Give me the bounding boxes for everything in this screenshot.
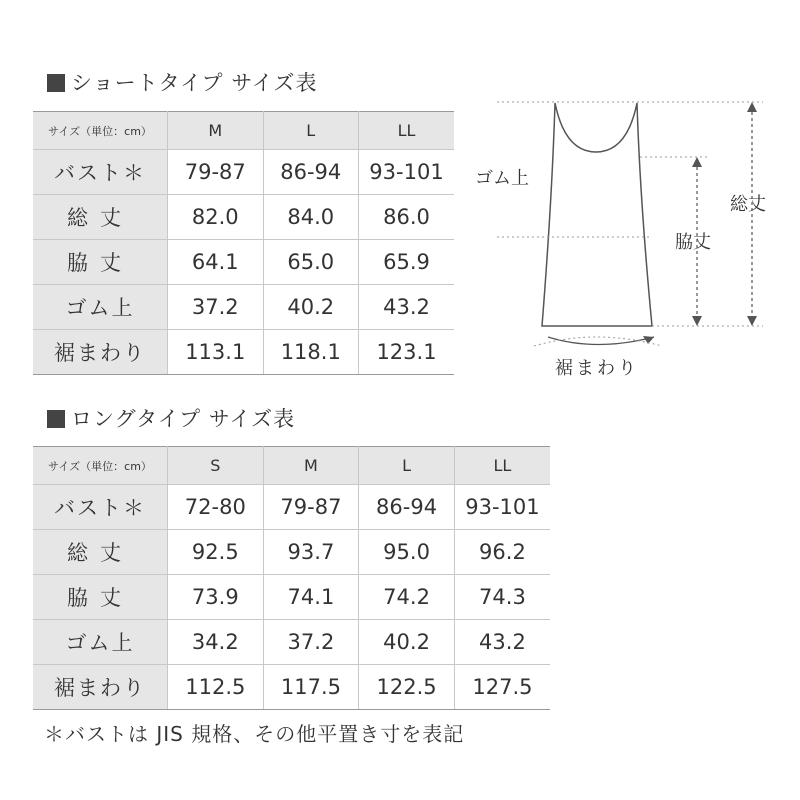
table-cell: 84.0 bbox=[263, 195, 359, 240]
table-cell: 65.0 bbox=[263, 240, 359, 285]
table-cell: 96.2 bbox=[454, 530, 550, 575]
table-cell: 95.0 bbox=[359, 530, 455, 575]
table-cell: 93.7 bbox=[263, 530, 359, 575]
row-label-total-length: 総丈 bbox=[33, 530, 168, 575]
tank-top-outline bbox=[542, 103, 652, 326]
table-cell: 82.0 bbox=[168, 195, 264, 240]
table-cell: 34.2 bbox=[168, 620, 264, 665]
table-cell: 74.3 bbox=[454, 575, 550, 620]
table-cell: 117.5 bbox=[263, 665, 359, 710]
table-cell: 74.1 bbox=[263, 575, 359, 620]
table-cell: 112.5 bbox=[168, 665, 264, 710]
long-size-chart-title bbox=[47, 406, 295, 432]
table-cell: 37.2 bbox=[168, 285, 264, 330]
row-label-rubber-top: ゴム上 bbox=[33, 620, 168, 665]
table-cell: 72-80 bbox=[168, 485, 264, 530]
short-size-header: M bbox=[168, 112, 264, 150]
table-cell: 43.2 bbox=[359, 285, 455, 330]
long-size-header: L bbox=[359, 447, 455, 485]
table-cell: 122.5 bbox=[359, 665, 455, 710]
table-row bbox=[33, 530, 550, 575]
long-size-table bbox=[33, 446, 550, 710]
table-cell: 73.9 bbox=[168, 575, 264, 620]
long-corner-header: サイズ（単位：cm） bbox=[33, 447, 168, 485]
row-label-side-length: 脇丈 bbox=[33, 240, 168, 285]
short-corner-header: サイズ（単位：cm） bbox=[33, 112, 168, 150]
table-cell: 40.2 bbox=[359, 620, 455, 665]
row-label-bust: バスト＊ bbox=[33, 485, 168, 530]
table-cell: 64.1 bbox=[168, 240, 264, 285]
table-cell: 65.9 bbox=[359, 240, 455, 285]
table-row bbox=[33, 575, 550, 620]
table-cell: 79-87 bbox=[168, 150, 264, 195]
table-cell: 127.5 bbox=[454, 665, 550, 710]
table-cell: 40.2 bbox=[263, 285, 359, 330]
row-label-rubber-top: ゴム上 bbox=[33, 285, 168, 330]
label-total-length: 総丈 bbox=[730, 194, 766, 215]
footnote: ＊バストは JIS 規格、その他平置き寸を表記 bbox=[44, 722, 465, 746]
table-row bbox=[33, 665, 550, 710]
row-label-bust: バスト＊ bbox=[33, 150, 168, 195]
square-bullet-icon bbox=[47, 410, 65, 428]
long-header-row bbox=[33, 447, 550, 485]
table-row bbox=[33, 485, 550, 530]
table-cell: 92.5 bbox=[168, 530, 264, 575]
table-cell: 86-94 bbox=[263, 150, 359, 195]
row-label-hem-circumference: 裾まわり bbox=[33, 330, 168, 375]
table-cell: 93-101 bbox=[454, 485, 550, 530]
long-size-header: LL bbox=[454, 447, 550, 485]
label-hem-circumference: 裾まわり bbox=[555, 358, 639, 379]
table-cell: 86-94 bbox=[359, 485, 455, 530]
row-label-hem-circumference: 裾まわり bbox=[33, 665, 168, 710]
table-cell: 93-101 bbox=[359, 150, 455, 195]
row-label-side-length: 脇丈 bbox=[33, 575, 168, 620]
table-cell: 37.2 bbox=[263, 620, 359, 665]
table-cell: 79-87 bbox=[263, 485, 359, 530]
table-cell: 113.1 bbox=[168, 330, 264, 375]
table-row bbox=[33, 620, 550, 665]
long-title-text: ロングタイプ サイズ表 bbox=[71, 407, 296, 431]
short-size-header: LL bbox=[359, 112, 455, 150]
table-cell: 43.2 bbox=[454, 620, 550, 665]
table-cell: 123.1 bbox=[359, 330, 455, 375]
row-label-total-length: 総丈 bbox=[33, 195, 168, 240]
label-side-length: 脇丈 bbox=[675, 232, 711, 253]
short-size-header: L bbox=[263, 112, 359, 150]
long-size-header: S bbox=[168, 447, 264, 485]
table-cell: 118.1 bbox=[263, 330, 359, 375]
table-cell: 86.0 bbox=[359, 195, 455, 240]
short-title-text: ショートタイプ サイズ表 bbox=[71, 71, 318, 95]
label-rubber-top: ゴム上 bbox=[475, 168, 529, 189]
long-size-header: M bbox=[263, 447, 359, 485]
table-cell: 74.2 bbox=[359, 575, 455, 620]
